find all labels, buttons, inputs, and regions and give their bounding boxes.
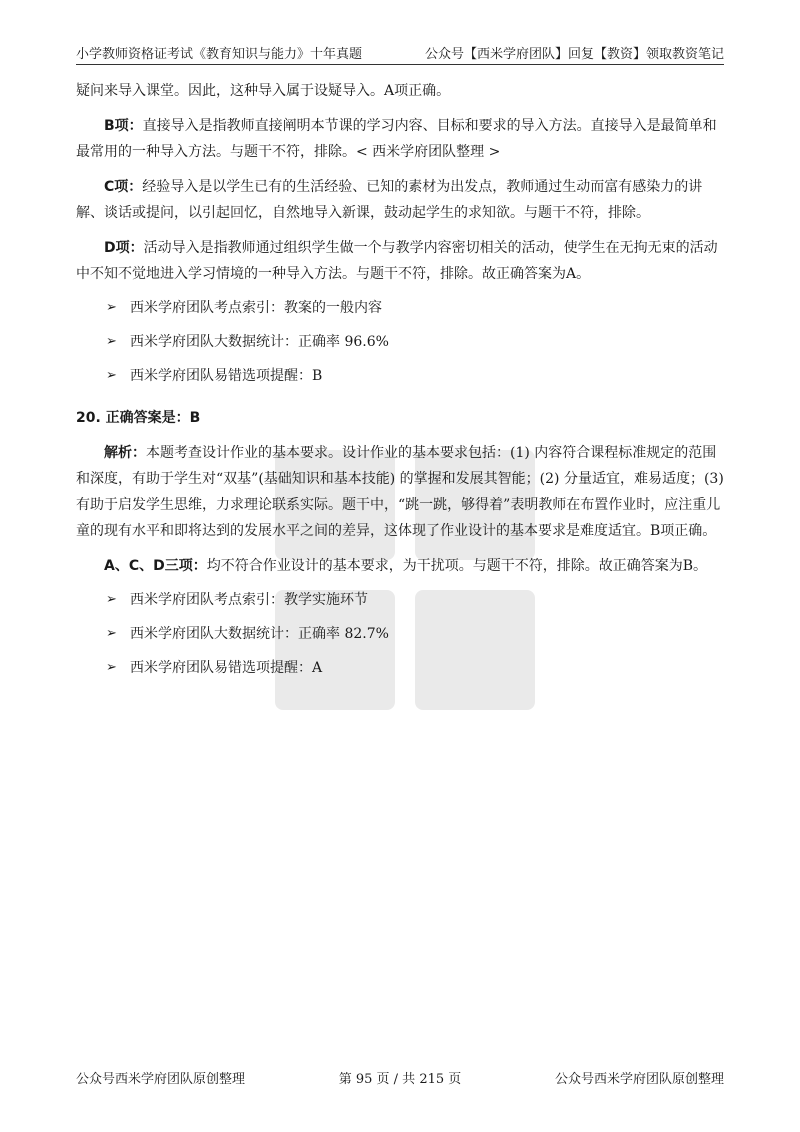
option-d-label: D项： — [104, 240, 144, 256]
option-c-label: C项： — [104, 179, 143, 195]
paragraph-option-c — [76, 174, 726, 226]
bullet-text: 西米学府团队易错选项提醒：B — [130, 368, 323, 384]
paragraph-analysis — [76, 440, 726, 544]
options-acd-text: 均不符合作业设计的基本要求，为干扰项。与题干不符，排除。故正确答案为B。 — [206, 558, 708, 574]
option-b-text: 直接导入是指教师直接阐明本节课的学习内容、目标和要求的导入方法。直接导入是最简单和最常用的一种导入方法。与题干不符，排除。< 西米学府团队整理 > — [76, 118, 717, 160]
arrow-bullet-icon: ➢ — [106, 300, 117, 315]
question-20-heading: 20. 正确答案是：B — [76, 410, 201, 426]
option-c-text: 经验导入是以学生已有的生活经验、已知的素材为出发点，教师通过生动而富有感染力的讲解、谈话或提问，以引起回忆，自然地导入新课，鼓动起学生的求知欲。与题干不符，排除。 — [76, 179, 703, 221]
bullet-text: 西米学府团队易错选项提醒：A — [130, 660, 323, 676]
analysis-text: 本题考查设计作业的基本要求。设计作业的基本要求包括：(1) 内容符合课程标准规定的范围和深度，有助于学生对“双基”(基础知识和基本技能) 的掌握和发展其智能；(2) 分量适宜，难易适度；(3) 有助于启发学生思维，力求理论联系实际。题干中，“跳一跳，够得着”表明教师在布置作业时，应注重儿童的现有水平和即将达到的发展水平之间的差异，这体现了作业设计的基本要求是难度适宜。B项正确。 — [76, 445, 724, 539]
footer-left-credit: 公众号西米学府团队原创整理 — [76, 1072, 246, 1087]
paragraph-prev-continuation: 疑问来导入课堂。因此，这种导入属于设疑导入。A项正确。 — [76, 83, 451, 99]
list-item — [76, 329, 726, 355]
list-item — [76, 621, 726, 647]
bullet-text: 西米学府团队考点索引：教学实施环节 — [130, 592, 368, 608]
list-item — [76, 587, 726, 613]
bullet-text: 西米学府团队考点索引：教案的一般内容 — [130, 300, 382, 316]
arrow-bullet-icon: ➢ — [106, 660, 117, 675]
option-d-text: 活动导入是指教师通过组织学生做一个与教学内容密切相关的活动，使学生在无拘无束的活动中不知不觉地进入学习情境的一种导入方法。与题干不符，排除。故正确答案为A。 — [76, 240, 718, 282]
page-number: 第 95 页 / 共 215 页 — [338, 1072, 462, 1087]
bullet-text: 西米学府团队大数据统计：正确率 82.7% — [130, 626, 389, 642]
analysis-label: 解析： — [104, 445, 146, 461]
arrow-bullet-icon: ➢ — [106, 368, 117, 383]
arrow-bullet-icon: ➢ — [106, 592, 117, 607]
footer-right-credit: 公众号西米学府团队原创整理 — [554, 1072, 724, 1087]
document-body — [76, 78, 726, 681]
header-left-title: 小学教师资格证考试《教育知识与能力》十年真题 — [76, 47, 363, 62]
list-item — [76, 363, 726, 389]
arrow-bullet-icon: ➢ — [106, 334, 117, 349]
page-header — [76, 40, 724, 65]
option-b-label: B项： — [104, 118, 143, 134]
list-item — [76, 655, 726, 681]
paragraph-option-d — [76, 235, 726, 287]
header-right-notice: 公众号【西米学府团队】回复【教资】领取教资笔记 — [424, 47, 724, 62]
bullet-text: 西米学府团队大数据统计：正确率 96.6% — [130, 334, 389, 350]
paragraph-options-acd — [76, 553, 726, 579]
options-acd-label: A、C、D三项： — [104, 558, 207, 574]
arrow-bullet-icon: ➢ — [106, 626, 117, 641]
paragraph-option-b — [76, 113, 726, 165]
list-item — [76, 295, 726, 321]
